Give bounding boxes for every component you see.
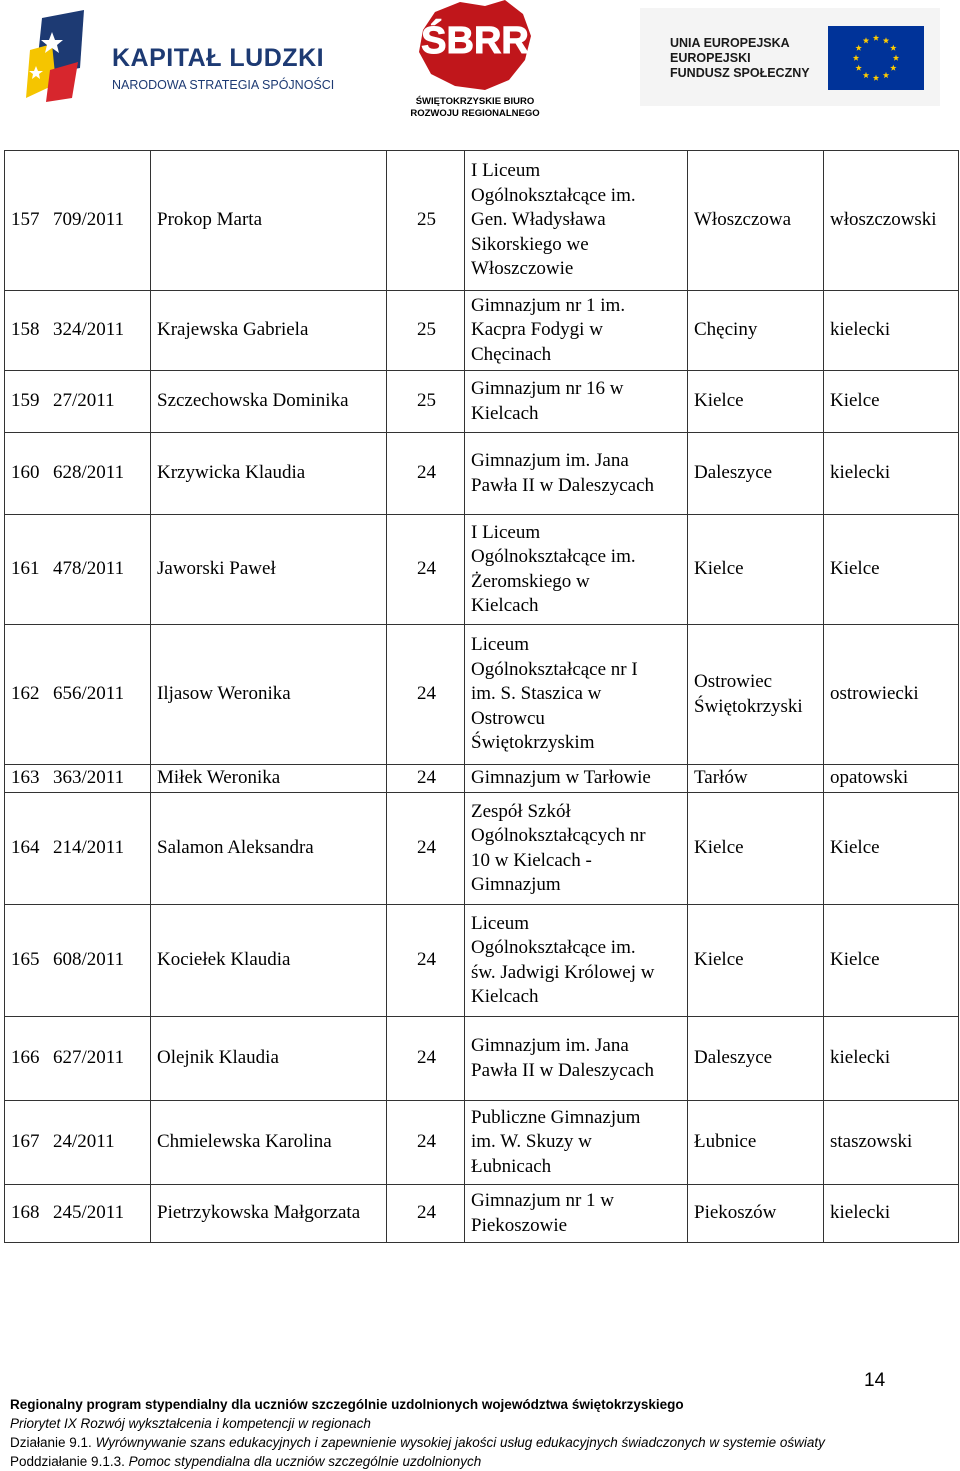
footer-subaction-text: Pomoc stypendialna dla uczniów szczególnie uzdolnionych (128, 1454, 482, 1469)
school-line: Publiczne Gimnazjum (471, 1106, 641, 1128)
cell-lp-number (5, 371, 151, 433)
cell-score (387, 515, 465, 625)
row-name: Szczechowska Dominika (157, 390, 349, 412)
cell-score (387, 433, 465, 515)
footer-priority: Priorytet IX Rozwój wykształcenia i kompetencji w regionach (10, 1416, 371, 1431)
school-line: Ogólnokształcące im. (471, 937, 636, 958)
cell-lp-number (5, 1017, 151, 1101)
row-score: 24 (417, 462, 436, 484)
row-county: kielecki (830, 1047, 891, 1069)
row-score: 24 (417, 1047, 436, 1069)
row-number: 627/2011 (53, 1047, 125, 1069)
cell-town (688, 625, 824, 765)
row-lp: 159 (11, 390, 40, 412)
table-row (5, 765, 959, 793)
kapital-ludzki-subtitle: NARODOWA STRATEGIA SPÓJNOŚCI (112, 78, 335, 92)
school-line: Piekoszowie (471, 1214, 568, 1236)
row-number: 24/2011 (53, 1131, 115, 1153)
row-name: Miłek Weronika (157, 767, 281, 789)
kapital-ludzki-logo (22, 10, 342, 110)
eu-logo (640, 8, 940, 106)
cell-score (387, 1101, 465, 1185)
row-number: 478/2011 (53, 558, 125, 580)
cell-lp-number (5, 291, 151, 371)
town-line: Piekoszów (694, 1202, 777, 1224)
row-number: 656/2011 (53, 683, 125, 705)
cell-score (387, 1017, 465, 1101)
page-footer (10, 1395, 825, 1471)
kapital-ludzki-title: KAPITAŁ LUDZKI (112, 44, 325, 72)
row-name: Salamon Aleksandra (157, 837, 314, 859)
town-line: Kielce (694, 949, 744, 971)
school-line: Włoszczowie (471, 258, 574, 280)
cell-score (387, 151, 465, 291)
cell-school (465, 1101, 688, 1185)
school-line: Zespół Szkół (471, 800, 571, 822)
row-number: 214/2011 (53, 837, 125, 859)
school-line: Sikorskiego we (471, 233, 589, 255)
cell-lp-number (5, 151, 151, 291)
eu-line-1: UNIA EUROPEJSKA (670, 36, 790, 50)
cell-school (465, 1185, 688, 1243)
sbrr-subtitle-2: ROZWOJU REGIONALNEGO (410, 108, 540, 119)
cell-lp-number (5, 765, 151, 793)
row-county: Kielce (830, 949, 880, 971)
school-line: Gimnazjum nr 1 im. (471, 294, 626, 316)
row-name: Chmielewska Karolina (157, 1131, 332, 1153)
cell-score (387, 905, 465, 1017)
row-county: ostrowiecki (830, 683, 919, 705)
cell-lp-number (5, 1185, 151, 1243)
town-line: Chęciny (694, 319, 758, 341)
cell-score (387, 765, 465, 793)
row-number: 628/2011 (53, 462, 125, 484)
cell-town (688, 765, 824, 793)
town-line: Łubnice (694, 1131, 757, 1153)
cell-town (688, 515, 824, 625)
cell-score (387, 371, 465, 433)
cell-county (824, 905, 959, 1017)
row-lp: 157 (11, 209, 40, 231)
cell-school (465, 905, 688, 1017)
school-line: św. Jadwigi Królowej w (471, 961, 655, 983)
cell-county (824, 515, 959, 625)
cell-name (151, 1017, 387, 1101)
cell-name (151, 1101, 387, 1185)
eu-flag-icon (828, 26, 924, 90)
row-lp: 160 (11, 462, 40, 484)
row-score: 24 (417, 683, 436, 705)
school-line: im. S. Staszica w (471, 683, 602, 705)
table-row (5, 1185, 959, 1243)
town-line: Tarłów (694, 767, 748, 789)
cell-lp-number (5, 905, 151, 1017)
school-line: I Liceum (471, 521, 541, 543)
row-lp: 168 (11, 1202, 40, 1224)
cell-county (824, 151, 959, 291)
cell-school (465, 793, 688, 905)
town-line: Daleszyce (694, 1047, 773, 1069)
row-number: 245/2011 (53, 1202, 125, 1224)
row-score: 24 (417, 767, 436, 789)
school-line: Łubnicach (471, 1155, 552, 1177)
cell-school (465, 765, 688, 793)
school-line: Gimnazjum (471, 874, 561, 895)
footer-subaction (10, 1452, 825, 1471)
cell-name (151, 905, 387, 1017)
row-lp: 162 (11, 683, 40, 705)
row-score: 25 (417, 319, 436, 341)
cell-lp-number (5, 515, 151, 625)
school-line: Kielcach (471, 402, 539, 424)
row-name: Jaworski Paweł (157, 558, 276, 580)
cell-name (151, 1185, 387, 1243)
row-name: Olejnik Klaudia (157, 1047, 279, 1069)
table-row (5, 905, 959, 1017)
cell-score (387, 793, 465, 905)
page-header (0, 0, 960, 125)
cell-town (688, 291, 824, 371)
town-line: Kielce (694, 837, 744, 859)
row-score: 24 (417, 949, 436, 971)
cell-name (151, 371, 387, 433)
town-line: Świętokrzyski (694, 695, 803, 717)
row-lp: 163 (11, 767, 40, 789)
table-row (5, 291, 959, 371)
row-county: Kielce (830, 837, 880, 859)
row-county: włoszczowski (830, 209, 937, 231)
school-line: Gimnazjum w Tarłowie (471, 767, 651, 789)
cell-score (387, 291, 465, 371)
row-number: 608/2011 (53, 949, 125, 971)
school-line: Świętokrzyskim (471, 732, 595, 754)
cell-county (824, 1017, 959, 1101)
row-score: 24 (417, 1202, 436, 1224)
cell-school (465, 433, 688, 515)
cell-score (387, 1185, 465, 1243)
cell-county (824, 291, 959, 371)
row-name: Krajewska Gabriela (157, 319, 309, 341)
town-line: Włoszczowa (694, 209, 792, 231)
table-row (5, 151, 959, 291)
row-county: Kielce (830, 390, 880, 412)
row-number: 324/2011 (53, 319, 125, 341)
cell-town (688, 433, 824, 515)
cell-county (824, 793, 959, 905)
school-line: 10 w Kielcach - (471, 849, 592, 871)
cell-score (387, 625, 465, 765)
cell-county (824, 765, 959, 793)
school-line: Ogólnokształcące nr I (471, 658, 638, 680)
school-line: I Liceum (471, 160, 541, 182)
cell-county (824, 625, 959, 765)
cell-school (465, 371, 688, 433)
cell-town (688, 905, 824, 1017)
school-line: Ogólnokształcące im. (471, 546, 636, 567)
school-line: Gimnazjum nr 16 w (471, 378, 624, 399)
cell-name (151, 433, 387, 515)
school-line: Gen. Władysława (471, 209, 606, 231)
school-line: Żeromskiego w (471, 570, 590, 592)
eu-line-2: EUROPEJSKI (670, 51, 751, 65)
row-name: Iljasow Weronika (157, 683, 291, 705)
row-lp: 158 (11, 319, 40, 341)
school-line: Kielcach (471, 986, 539, 1007)
row-name: Kociełek Klaudia (157, 949, 291, 971)
row-score: 24 (417, 837, 436, 859)
cell-county (824, 371, 959, 433)
cell-school (465, 1017, 688, 1101)
row-county: kielecki (830, 319, 891, 341)
cell-lp-number (5, 433, 151, 515)
school-line: im. W. Skuzy w (471, 1131, 592, 1153)
school-line: Liceum (471, 912, 530, 934)
row-county: kielecki (830, 462, 891, 484)
school-line: Kielcach (471, 595, 539, 616)
kapital-ludzki-emblem-icon (22, 10, 92, 106)
town-line: Ostrowiec (694, 671, 773, 692)
footer-action-prefix: Działanie 9.1. (10, 1435, 96, 1450)
cell-town (688, 1017, 824, 1101)
table-row (5, 1101, 959, 1185)
table-row (5, 433, 959, 515)
town-line: Kielce (694, 390, 744, 412)
row-number: 709/2011 (53, 209, 125, 231)
footer-action (10, 1433, 825, 1452)
cell-name (151, 765, 387, 793)
cell-name (151, 515, 387, 625)
town-line: Daleszyce (694, 462, 773, 484)
school-line: Chęcinach (471, 343, 552, 365)
row-name: Krzywicka Klaudia (157, 462, 306, 484)
cell-town (688, 1185, 824, 1243)
sbrr-subtitle-1: ŚWIĘTOKRZYSKIE BIURO (415, 96, 535, 107)
cell-county (824, 1101, 959, 1185)
cell-name (151, 151, 387, 291)
row-score: 25 (417, 390, 436, 412)
footer-subaction-prefix: Poddziałanie 9.1.3. (10, 1454, 129, 1469)
school-line: Ogólnokształcących nr (471, 825, 646, 846)
cell-school (465, 625, 688, 765)
row-number: 27/2011 (53, 390, 115, 412)
school-line: Pawła II w Daleszycach (471, 1059, 655, 1081)
cell-lp-number (5, 793, 151, 905)
school-line: Pawła II w Daleszycach (471, 474, 655, 496)
town-line: Kielce (694, 558, 744, 580)
row-county: opatowski (830, 767, 909, 789)
row-lp: 164 (11, 837, 40, 859)
cell-lp-number (5, 625, 151, 765)
row-county: Kielce (830, 558, 880, 580)
table-row (5, 793, 959, 905)
cell-town (688, 151, 824, 291)
sbrr-logo-text: ŚBRR (421, 20, 529, 62)
row-lp: 165 (11, 949, 40, 971)
cell-school (465, 151, 688, 291)
row-score: 25 (417, 209, 436, 231)
cell-school (465, 515, 688, 625)
row-lp: 167 (11, 1131, 40, 1153)
cell-name (151, 291, 387, 371)
school-line: Gimnazjum im. Jana (471, 1035, 629, 1056)
footer-action-text: Wyrównywanie szans edukacyjnych i zapewnienie wysokiej jakości usług edukacyjnych świadczonych w systemie oświaty (95, 1435, 825, 1450)
table-row (5, 515, 959, 625)
cell-town (688, 793, 824, 905)
row-name: Pietrzykowska Małgorzata (157, 1202, 361, 1224)
school-line: Gimnazjum nr 1 w (471, 1190, 615, 1211)
row-lp: 166 (11, 1047, 40, 1069)
row-number: 363/2011 (53, 767, 125, 789)
school-line: Gimnazjum im. Jana (471, 450, 629, 471)
row-lp: 161 (11, 558, 40, 580)
cell-county (824, 1185, 959, 1243)
table-row (5, 371, 959, 433)
row-county: staszowski (830, 1131, 913, 1153)
school-line: Ostrowcu (471, 707, 545, 729)
cell-county (824, 433, 959, 515)
sbrr-logo (405, 0, 555, 122)
table-row (5, 1017, 959, 1101)
cell-name (151, 625, 387, 765)
cell-town (688, 1101, 824, 1185)
table-row (5, 625, 959, 765)
school-line: Ogólnokształcące im. (471, 184, 636, 206)
row-score: 24 (417, 1131, 436, 1153)
eu-line-3: FUNDUSZ SPOŁECZNY (670, 66, 810, 80)
cell-school (465, 291, 688, 371)
cell-lp-number (5, 1101, 151, 1185)
row-name: Prokop Marta (157, 209, 263, 231)
cell-name (151, 793, 387, 905)
cell-town (688, 371, 824, 433)
school-line: Liceum (471, 634, 530, 656)
school-line: Kacpra Fodygi w (471, 319, 603, 341)
scholarship-table (4, 150, 959, 1243)
page-number: 14 (864, 1370, 886, 1391)
row-score: 24 (417, 558, 436, 580)
footer-program: Regionalny program stypendialny dla uczniów szczególnie uzdolnionych województwa świętokrzyskiego (10, 1397, 684, 1412)
row-county: kielecki (830, 1202, 891, 1224)
